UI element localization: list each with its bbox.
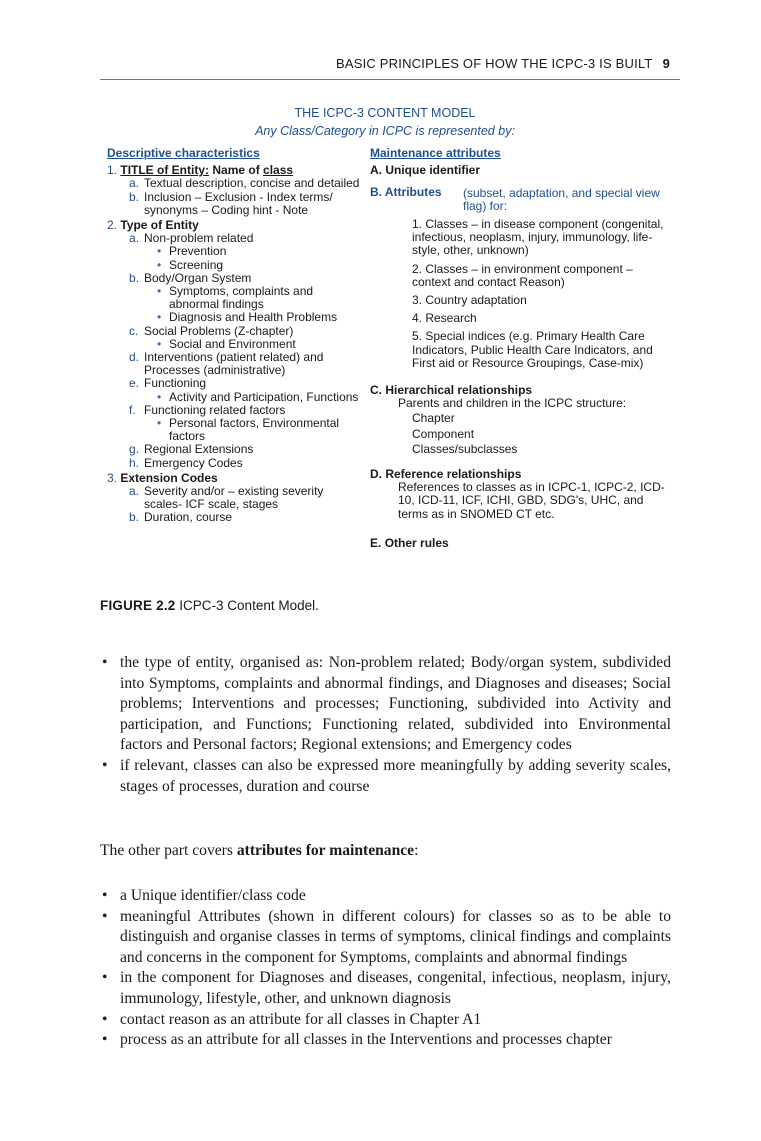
list-item: g. Regional Extensions — [129, 442, 254, 457]
section-title-entity: 1. TITLE of Entity: Name of class a. Textual description, concise and detailed b. Inclusion – Exclusion - Index terms/ synonyms – Coding hint - Note — [107, 164, 362, 217]
section-type-of-entity: 2. Type of Entity a. Non-problem related • Prevention • Screening b. Body/Organ System • Symptoms, complaints and abnormal findings • Diagnosis and Health Problems c. Social Problems (Z-chapter) • Social and Environment d. Interventions (patient related) and Processes (administrative) e. Functioning • Activity and Participation, Functions f. Functioning related factors • Personal factors, Environmental factors g. Regional Extensions h. Emergency Codes — [107, 219, 362, 470]
bullet-list-maintenance — [100, 886, 671, 1051]
list-item: • meaningful Attributes (shown in different colours) for classes so as to be able to distinguish and organise classes in terms of symptoms, clinical findings and complaints and concerns in the component for Symptoms, complaints and abnormal findings — [100, 907, 671, 969]
list-item: 1. Classes – in disease component (congenital, infectious, neoplasm, injury, immunology, life-style, other, unknown) — [412, 217, 664, 258]
section-unique-identifier: A. Unique identifier — [370, 163, 481, 178]
running-header — [100, 56, 670, 71]
maintenance-attributes-column — [370, 147, 670, 559]
section-other-rules: E. Other rules — [370, 535, 449, 550]
bullet-item: • Activity and Participation, Functions — [157, 389, 359, 404]
running-title: BASIC PRINCIPLES OF HOW THE ICPC-3 IS BUILT — [335, 56, 653, 71]
header-rule — [100, 79, 680, 80]
list-item: a. Textual description, concise and detailed — [129, 176, 360, 191]
list-item: • if relevant, classes can also be expressed more meaningfully by adding severity scales, stages of processes, duration and course — [100, 756, 671, 797]
list-item: b. Body/Organ System — [129, 270, 252, 285]
bullet-item: • Prevention — [157, 244, 227, 259]
section-hierarchical-relationships: C. Hierarchical relationships Parents and children in the ICPC structure: Chapter Component Classes/subclasses — [370, 383, 627, 456]
list-item: 4. Research — [412, 311, 477, 326]
list-item: e. Functioning — [129, 376, 207, 391]
list-item: h. Emergency Codes — [129, 455, 243, 470]
list-item: b. Duration, course — [129, 510, 233, 525]
list-item: • a Unique identifier/class code — [100, 886, 671, 907]
list-item: • contact reason as an attribute for all classes in Chapter A1 — [100, 1010, 671, 1031]
section-attributes: B. Attributes (subset, adaptation, and special view flag) for: 1. Classes – in disease component (congenital, infectious, neoplasm, injury, immunology, life-style, other, unknown) 2. Classes – in environment component – context and contact Reason) 3. Country adaptation 4. Research 5. Special indices (e.g. Primary Health Care Indicators, Public Health Care Indicators, and First aid or Resource Groupings, Case-mix) — [370, 186, 670, 370]
bullet-item: • Social and Environment — [157, 336, 296, 351]
bullet-list-entity-types — [100, 653, 671, 797]
page-number: 9 — [662, 56, 670, 71]
list-item: • process as an attribute for all classes in the Interventions and processes chapter — [100, 1030, 671, 1051]
list-item: • the type of entity, organised as: Non-problem related; Body/organ system, subdivided into Symptoms, complaints and abnormal findings, and Diagnoses and diseases; Social problems; Interventions and processes; Functioning, subdivided into Activity and participation, and Functions; Functioning related, subdivided into Environmental factors and Personal factors; Regional extensions; and Emergency codes — [100, 653, 671, 756]
section-extension-codes: 3. Extension Codes a. Severity and/or – existing severity scales- ICF scale, stages b. Duration, course — [107, 472, 362, 525]
section-reference-relationships: D. Reference relationships References to classes as in ICPC-1, ICPC-2, ICD-10, ICD-11, ICF, ICHI, GBD, SDG's, UHC, and terms as in SNOMED CT etc. — [370, 467, 665, 521]
figure-subtitle: Any Class/Category in ICPC is represented by: — [255, 124, 515, 138]
list-item: f. Functioning related factors — [129, 402, 286, 417]
figure-title: THE ICPC-3 CONTENT MODEL — [294, 106, 476, 120]
list-item: c. Social Problems (Z-chapter) — [129, 323, 294, 338]
list-item: • in the component for Diagnoses and diseases, congenital, infectious, neoplasm, injury, immunology, lifestyle, other, and unknown diagnosis — [100, 968, 671, 1009]
list-item: 5. Special indices (e.g. Primary Health Care Indicators, Public Health Care Indicators, and First aid or Resource Groupings, Case-mix) — [412, 329, 653, 370]
bullet-item: • Personal factors, Environmental factors — [157, 416, 340, 444]
figure-caption: FIGURE 2.2 ICPC-3 Content Model. — [100, 598, 319, 613]
list-item: a. Non-problem related — [129, 231, 254, 246]
bullet-item: • Symptoms, complaints and abnormal findings — [157, 284, 314, 312]
list-item: 3. Country adaptation — [412, 293, 527, 308]
list-item: d. Interventions (patient related) and Processes (administrative) — [129, 350, 324, 378]
bullet-item: • Diagnosis and Health Problems — [157, 310, 338, 325]
descriptive-characteristics-column — [107, 147, 362, 525]
paragraph-maintenance-intro: The other part covers attributes for maintenance: — [100, 842, 419, 859]
list-item: b. Inclusion – Exclusion - Index terms/ synonyms – Coding hint - Note — [129, 189, 333, 217]
left-column-heading: Descriptive characteristics — [107, 146, 260, 160]
bullet-item: • Screening — [157, 257, 224, 272]
list-item: a. Severity and/or – existing severity scales- ICF scale, stages — [129, 484, 324, 512]
right-column-heading: Maintenance attributes — [370, 146, 501, 160]
list-item: 2. Classes – in environment component – context and contact Reason) — [412, 261, 633, 289]
